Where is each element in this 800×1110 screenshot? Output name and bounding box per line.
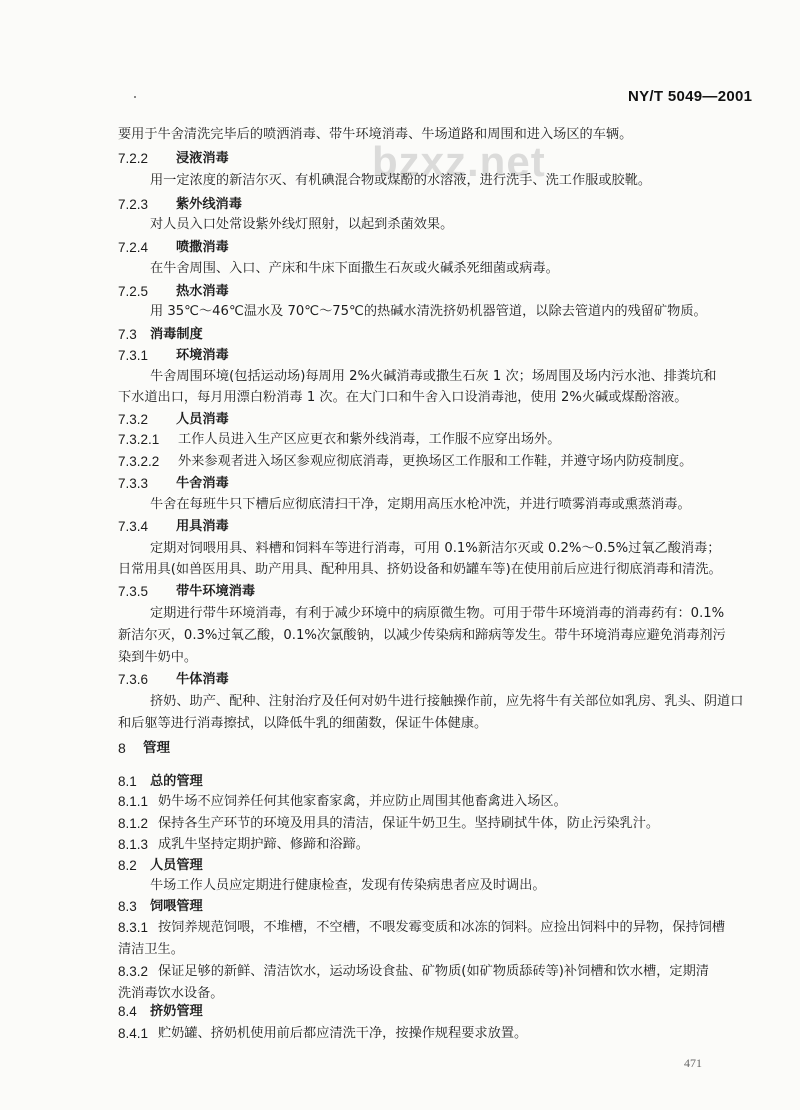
subclause-number: 8.1.1 bbox=[118, 794, 149, 809]
clause-title: 环境消毒 bbox=[176, 348, 229, 363]
watermark: bzxz.net bbox=[372, 138, 546, 185]
paragraph-text: 牛场工作人员应定期进行健康检查，发现有传染病患者应及时调出。 bbox=[150, 878, 546, 893]
subclause-text: 外来参观者进入场区参观应彻底消毒，更换场区工作服和工作鞋，并遵守场内防疫制度。 bbox=[178, 454, 693, 469]
subclause-number: 8.3.2 bbox=[118, 964, 149, 979]
section-title: 管理 bbox=[143, 740, 170, 756]
paragraph-text: 用一定浓度的新洁尔灭、有机碘混合物或煤酚的水溶液，进行洗手、洗工作服或胶靴。 bbox=[150, 173, 652, 188]
clause-title: 紫外线消毒 bbox=[176, 197, 242, 212]
clause-number: 7.3.3 bbox=[118, 476, 149, 491]
paragraph-continuation: 清洁卫生。 bbox=[118, 942, 184, 957]
standard-code: NY/T 5049—2001 bbox=[628, 88, 753, 105]
clause-title: 牛体消毒 bbox=[176, 672, 229, 687]
subclause-text: 工作人员进入生产区应更衣和紫外线消毒，工作服不应穿出场外。 bbox=[178, 432, 561, 447]
clause-title: 消毒制度 bbox=[150, 327, 203, 342]
subclause-number: 8.4.1 bbox=[118, 1026, 149, 1041]
clause-number: 8.1 bbox=[118, 774, 137, 789]
paragraph-continuation: 和后躯等进行消毒擦拭，以降低牛乳的细菌数，保证牛体健康。 bbox=[118, 716, 488, 731]
clause-number: 7.2.4 bbox=[118, 240, 149, 255]
paragraph-text: 挤奶、助产、配种、注射治疗及任何对奶牛进行接触操作前，应先将牛有关部位如乳房、乳头、阴道口 bbox=[150, 694, 744, 709]
paragraph-continuation: 新洁尔灭，0.3%过氧乙酸，0.1%次氯酸钠，以减少传染病和蹄病等发生。带牛环境消毒应避免消毒剂污 bbox=[118, 628, 726, 643]
clause-title: 挤奶管理 bbox=[150, 1004, 203, 1019]
scan-speck bbox=[134, 96, 136, 98]
clause-title: 喷撒消毒 bbox=[176, 240, 229, 255]
subclause-text: 保持各生产环节的环境及用具的清洁，保证牛奶卫生。坚持刷拭牛体，防止污染乳汁。 bbox=[158, 816, 660, 831]
subclause-number: 7.3.2.1 bbox=[118, 432, 160, 447]
subclause-text: 成乳牛坚持定期护蹄、修蹄和浴蹄。 bbox=[158, 837, 369, 852]
clause-number: 8.3 bbox=[118, 899, 137, 914]
clause-number: 7.3.5 bbox=[118, 584, 149, 599]
clause-number: 8.4 bbox=[118, 1004, 137, 1019]
subclause-text: 奶牛场不应饲养任何其他家畜家禽，并应防止周围其他畜禽进入场区。 bbox=[158, 794, 567, 809]
paragraph-text: 牛舍在每班牛只下槽后应彻底清扫干净，定期用高压水枪冲洗，并进行喷雾消毒或熏蒸消毒。 bbox=[150, 497, 691, 512]
clause-number: 7.2.3 bbox=[118, 197, 149, 212]
paragraph-continuation: 染到牛奶中。 bbox=[118, 650, 198, 665]
subclause-number: 8.1.3 bbox=[118, 837, 149, 852]
paragraph-text: 用 35℃～46℃温水及 70℃～75℃的热碱水清洗挤奶机器管道，以除去管道内的残留矿物质。 bbox=[150, 304, 707, 319]
subclause-text: 贮奶罐、挤奶机使用前后都应清洗干净，按操作规程要求放置。 bbox=[158, 1026, 528, 1041]
paragraph-text: 在牛舍周围、入口、产床和牛床下面撒生石灰或火碱杀死细菌或病毒。 bbox=[150, 261, 559, 276]
paragraph-text: 定期进行带牛环境消毒，有利于减少环境中的病原微生物。可用于带牛环境消毒的消毒药有：0.1% bbox=[150, 606, 725, 621]
clause-title: 人员消毒 bbox=[176, 412, 229, 427]
subclause-number: 8.3.1 bbox=[118, 920, 149, 935]
subclause-number: 7.3.2.2 bbox=[118, 454, 160, 469]
clause-number: 7.3.6 bbox=[118, 672, 149, 687]
subclause-text: 保证足够的新鲜、清洁饮水，运动场设食盐、矿物质(如矿物质舔砖等)补饲槽和饮水槽，定期清 bbox=[158, 964, 709, 979]
clause-title: 牛舍消毒 bbox=[176, 476, 229, 491]
clause-number: 7.3 bbox=[118, 327, 137, 342]
paragraph-text: 对人员入口处常设紫外线灯照射，以起到杀菌效果。 bbox=[150, 217, 454, 232]
clause-title: 用具消毒 bbox=[176, 519, 229, 534]
paragraph-text: 牛舍周围环境(包括运动场)每周用 2%火碱消毒或撒生石灰 1 次；场周围及场内污水池、排粪坑和 bbox=[150, 369, 717, 384]
clause-title: 总的管理 bbox=[150, 774, 203, 789]
clause-number: 7.2.5 bbox=[118, 284, 149, 299]
clause-title: 带牛环境消毒 bbox=[176, 584, 256, 599]
page-number: 471 bbox=[684, 1056, 702, 1070]
clause-title: 浸液消毒 bbox=[176, 151, 229, 166]
subclause-number: 8.1.2 bbox=[118, 816, 149, 831]
clause-number: 7.3.2 bbox=[118, 412, 149, 427]
clause-title: 热水消毒 bbox=[176, 284, 229, 299]
paragraph-text: 定期对饲喂用具、料槽和饲料车等进行消毒，可用 0.1%新洁尔灭或 0.2%～0.5%过氧乙酸消毒； bbox=[150, 541, 721, 556]
paragraph-continuation: 洗消毒饮水设备。 bbox=[118, 986, 224, 1001]
clause-number: 7.3.4 bbox=[118, 519, 149, 534]
clause-number: 7.3.1 bbox=[118, 348, 149, 363]
paragraph-continuation: 要用于牛舍清洗完毕后的喷洒消毒、带牛环境消毒、牛场道路和周围和进入场区的车辆。 bbox=[118, 127, 633, 142]
clause-number: 7.2.2 bbox=[118, 151, 149, 166]
subclause-text: 按饲养规范饲喂，不堆槽，不空槽，不喂发霉变质和冰冻的饲料。应捡出饲料中的异物，保持饲槽 bbox=[158, 920, 726, 935]
clause-title: 人员管理 bbox=[150, 858, 203, 873]
section-number: 8 bbox=[118, 740, 126, 756]
paragraph-continuation: 下水道出口，每月用漂白粉消毒 1 次。在大门口和牛舍入口设消毒池，使用 2%火碱或煤酚溶液。 bbox=[118, 390, 688, 405]
paragraph-continuation: 日常用具(如兽医用具、助产用具、配种用具、挤奶设备和奶罐车等)在使用前后应进行彻底消毒和清洗。 bbox=[118, 562, 722, 577]
clause-title: 饲喂管理 bbox=[150, 899, 203, 914]
clause-number: 8.2 bbox=[118, 858, 137, 873]
